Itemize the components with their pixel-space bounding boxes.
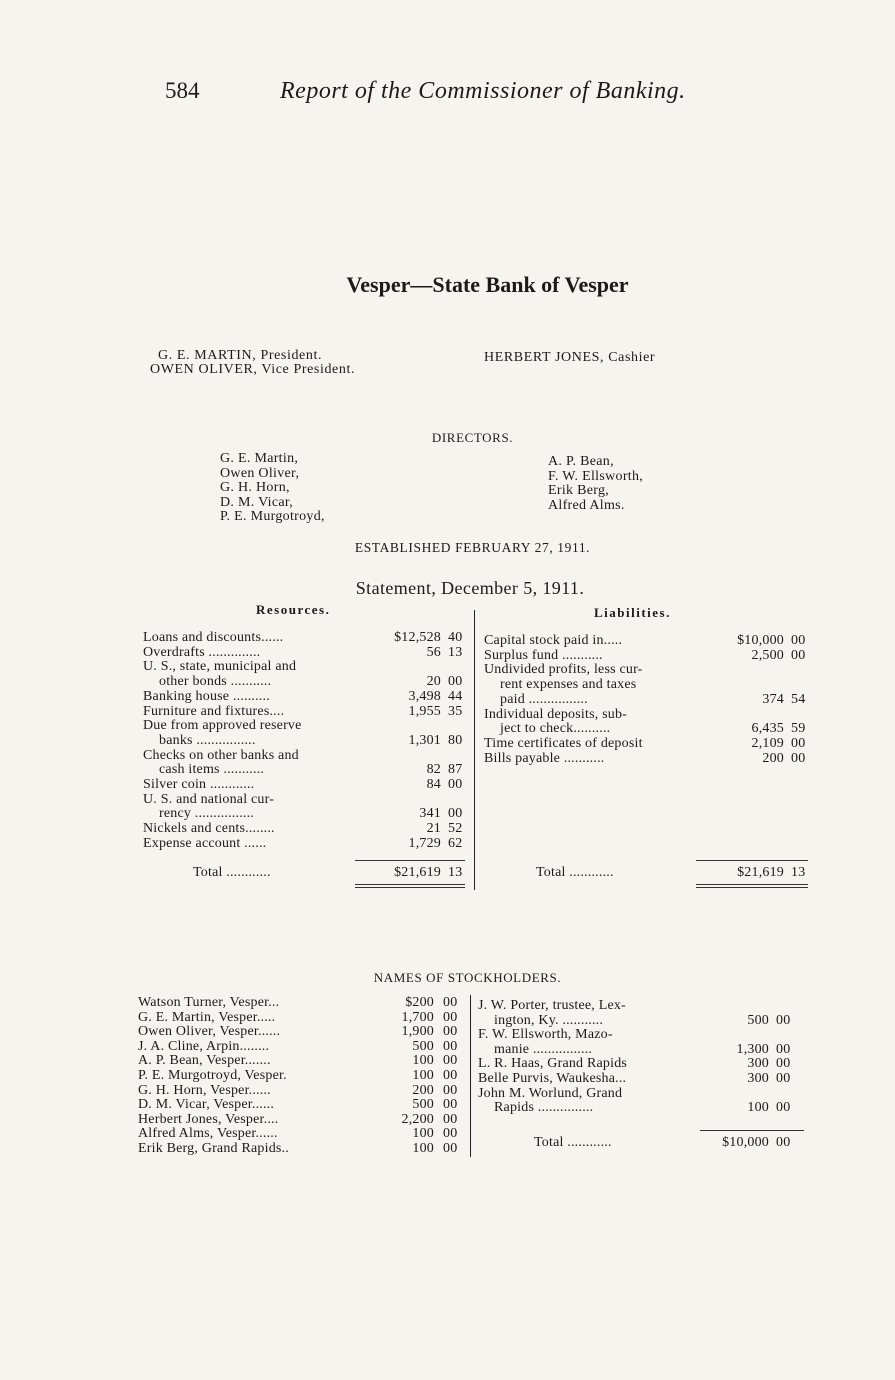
amount-dollars: 20 (426, 674, 441, 690)
total-dollars: $21,619 (394, 865, 441, 880)
amount-dollars: 2,500 (751, 647, 784, 663)
resource-label: Checks on other banks and (143, 747, 299, 763)
total-row (143, 865, 473, 880)
amount-dollars: 300 (747, 1056, 769, 1072)
stockholder-name: G. E. Martin, Vesper..... (138, 1009, 276, 1025)
resource-label: Expense account ...... (143, 835, 267, 851)
amount-dollars: 500 (747, 1012, 769, 1028)
stockholder-row (478, 1071, 813, 1086)
stockholders-right-list (478, 998, 813, 1168)
amount-cents: 44 (448, 688, 463, 704)
stockholder-row (478, 1027, 813, 1056)
resources-table (143, 630, 473, 890)
amount-dollars: 341 (419, 806, 441, 822)
liability-label: Bills payable ........... (484, 750, 605, 766)
amount-dollars: 2,109 (751, 735, 784, 751)
stockholder-name: A. P. Bean, Vesper....... (138, 1053, 271, 1069)
amount-cents: 00 (448, 674, 463, 690)
amount-dollars: 500 (412, 1038, 434, 1054)
director-name: Owen Oliver, (220, 465, 300, 481)
total-rule (355, 860, 465, 861)
amount-dollars: 200 (412, 1082, 434, 1098)
amount-dollars: 2,200 (401, 1111, 434, 1127)
amount-dollars: 1,729 (408, 835, 441, 851)
liability-label: Time certificates of deposit (484, 735, 643, 751)
amount-cents: 00 (443, 1038, 458, 1054)
liability-label: Individual deposits, sub- (484, 706, 628, 722)
stockholder-name: J. W. Porter, trustee, Lex- (478, 998, 626, 1013)
amount-cents: 00 (791, 633, 806, 648)
liability-row (484, 736, 814, 751)
amount-cents: 00 (776, 1041, 791, 1057)
amount-cents: 00 (776, 1056, 791, 1072)
stockholder-row (138, 1083, 468, 1098)
total-cents: 13 (791, 865, 806, 880)
liabilities-heading: Liabilities. (594, 605, 671, 620)
amount-dollars: 82 (426, 762, 441, 778)
amount-dollars: 100 (412, 1053, 434, 1069)
amount-cents: 00 (443, 1009, 458, 1025)
director-name: F. W. Ellsworth, (548, 468, 644, 484)
amount-dollars: 1,300 (736, 1041, 769, 1057)
amount-cents: 00 (443, 1053, 458, 1069)
resource-row (143, 748, 473, 777)
running-title: Report of the Commissioner of Banking. (280, 78, 686, 104)
amount-cents: 00 (776, 1100, 791, 1116)
amount-cents: 00 (443, 1126, 458, 1142)
amount-cents: 00 (791, 735, 806, 751)
total-cents: 13 (448, 865, 463, 880)
officer-vice-president: OWEN OLIVER, Vice President. (150, 362, 356, 377)
total-label: Total ............ (534, 1135, 612, 1150)
liability-label: Undivided profits, less cur- (484, 662, 643, 678)
resource-row (143, 718, 473, 747)
amount-dollars: 1,700 (401, 1009, 434, 1025)
directors-right (548, 455, 643, 513)
amount-dollars: $12,528 (394, 630, 441, 645)
stockholder-name: manie ................ (494, 1041, 593, 1057)
liability-row (484, 751, 814, 766)
resources-heading: Resources. (256, 602, 331, 617)
liability-row (484, 633, 814, 648)
amount-cents: 00 (791, 750, 806, 766)
amount-dollars: 21 (426, 821, 441, 837)
resource-row (143, 689, 473, 704)
page-header (0, 78, 895, 114)
stockholder-row (138, 1112, 468, 1127)
amount-dollars: 300 (747, 1071, 769, 1086)
amount-cents: 40 (448, 630, 463, 645)
amount-dollars: 500 (412, 1097, 434, 1113)
statement-column-divider (474, 610, 475, 890)
total-dollars: $21,619 (737, 865, 784, 880)
resource-label: cash items ........... (159, 762, 265, 778)
amount-cents: 00 (443, 1141, 458, 1156)
amount-cents: 13 (448, 644, 463, 660)
resource-label: Overdrafts .............. (143, 644, 261, 660)
total-cents: 00 (776, 1135, 791, 1150)
amount-dollars: 1,301 (408, 732, 441, 748)
total-rule (696, 860, 808, 861)
stockholder-name: Watson Turner, Vesper... (138, 995, 280, 1010)
stockholders-heading: NAMES OF STOCKHOLDERS. (373, 970, 562, 985)
amount-dollars: 1,900 (401, 1024, 434, 1040)
resource-row (143, 821, 473, 836)
amount-cents: 54 (791, 691, 806, 707)
total-dollars: $10,000 (722, 1135, 769, 1150)
stockholder-name: L. R. Haas, Grand Rapids (478, 1056, 628, 1072)
director-name: Alfred Alms. (548, 497, 625, 513)
resource-label: Silver coin ............ (143, 777, 255, 792)
amount-dollars: 200 (762, 750, 784, 766)
stockholder-name: ington, Ky. ........... (494, 1012, 604, 1028)
liabilities-table (484, 633, 814, 893)
amount-dollars: $10,000 (737, 633, 784, 648)
stockholder-row (478, 1086, 813, 1115)
resource-row (143, 777, 473, 792)
resource-row (143, 836, 473, 851)
total-row (478, 1135, 813, 1150)
amount-cents: 00 (448, 806, 463, 822)
amount-dollars: 56 (426, 644, 441, 660)
amount-dollars: 100 (412, 1141, 434, 1156)
page-number: 584 (165, 78, 200, 103)
stockholder-name: Alfred Alms, Vesper...... (138, 1126, 278, 1142)
resource-row (143, 659, 473, 688)
amount-dollars: 1,955 (408, 703, 441, 719)
amount-cents: 59 (791, 721, 806, 737)
stockholder-row (138, 1024, 468, 1039)
amount-cents: 00 (443, 995, 458, 1010)
resource-row (143, 630, 473, 645)
established-date: ESTABLISHED FEBRUARY 27, 1911. (354, 540, 591, 555)
resource-label: banks ................ (159, 732, 256, 748)
amount-cents: 00 (443, 1082, 458, 1098)
officers-right (484, 351, 655, 365)
total-rule (700, 1130, 804, 1131)
officers-left (150, 349, 355, 377)
total-double-rule (696, 887, 808, 888)
total-double-rule (355, 884, 465, 885)
total-row (484, 865, 814, 880)
amount-cents: 00 (443, 1111, 458, 1127)
officer-cashier: HERBERT JONES, Cashier (484, 350, 656, 365)
liability-row (484, 662, 814, 706)
stockholder-name: J. A. Cline, Arpin........ (138, 1038, 270, 1054)
amount-dollars: 100 (412, 1126, 434, 1142)
amount-cents: 00 (443, 1097, 458, 1113)
director-name: D. M. Vicar, (220, 494, 294, 510)
stockholders-left-list (138, 995, 468, 1165)
officer-president: G. E. MARTIN, President. (158, 348, 323, 363)
amount-cents: 80 (448, 732, 463, 748)
director-name: Erik Berg, (548, 483, 610, 498)
amount-cents: 52 (448, 821, 463, 837)
bank-title: Vesper—State Bank of Vesper (346, 272, 629, 297)
stockholder-row (138, 1126, 468, 1141)
stockholder-row (138, 1068, 468, 1083)
resource-label: Loans and discounts...... (143, 630, 284, 645)
liability-label: Surplus fund ........... (484, 647, 603, 663)
stockholder-name: D. M. Vicar, Vesper...... (138, 1097, 275, 1113)
resource-label: U. S. and national cur- (143, 791, 275, 807)
stockholder-name: P. E. Murgotroyd, Vesper. (138, 1068, 287, 1083)
liability-label: paid ................ (500, 691, 588, 707)
stockholder-name: Herbert Jones, Vesper.... (138, 1111, 279, 1127)
directors-left (220, 452, 325, 525)
amount-dollars: 100 (747, 1100, 769, 1116)
resource-row (143, 645, 473, 660)
statement-title: Statement, December 5, 1911. (355, 578, 585, 598)
stockholder-row (138, 1053, 468, 1068)
resource-label: rency ................ (159, 806, 254, 822)
stockholder-row (138, 1039, 468, 1054)
total-label: Total ............ (536, 865, 614, 880)
stockholder-name: Owen Oliver, Vesper...... (138, 1024, 281, 1040)
stockholder-row (138, 1141, 468, 1156)
total-double-rule (355, 887, 465, 888)
stockholder-row (138, 995, 468, 1010)
amount-cents: 00 (443, 1024, 458, 1040)
director-name: G. H. Horn, (220, 480, 290, 495)
amount-dollars: 84 (426, 777, 441, 792)
amount-dollars: 3,498 (408, 688, 441, 704)
stockholder-row (478, 1056, 813, 1071)
stockholder-name: John M. Worlund, Grand (478, 1085, 623, 1101)
stockholder-row (478, 998, 813, 1027)
resource-label: other bonds ........... (159, 674, 272, 690)
resource-label: U. S., state, municipal and (143, 659, 297, 675)
resource-row (143, 792, 473, 821)
amount-cents: 00 (776, 1071, 791, 1086)
amount-dollars: 6,435 (751, 721, 784, 737)
stockholder-row (138, 1010, 468, 1025)
amount-cents: 00 (443, 1068, 458, 1083)
stockholder-row (138, 1097, 468, 1112)
amount-dollars: 100 (412, 1068, 434, 1083)
stockholder-name: Belle Purvis, Waukesha... (478, 1071, 627, 1086)
resource-label: Banking house .......... (143, 688, 270, 704)
amount-cents: 00 (448, 777, 463, 792)
amount-cents: 00 (791, 647, 806, 663)
amount-cents: 00 (776, 1012, 791, 1028)
resource-label: Nickels and cents........ (143, 821, 275, 837)
directors-heading: DIRECTORS. (431, 430, 514, 445)
stockholder-name: Erik Berg, Grand Rapids.. (138, 1141, 289, 1156)
amount-dollars: 374 (762, 691, 784, 707)
total-double-rule (696, 884, 808, 885)
liability-row (484, 707, 814, 736)
resource-label: Due from approved reserve (143, 718, 302, 734)
director-name: P. E. Murgotroyd, (220, 509, 325, 524)
liability-label: rent expenses and taxes (500, 677, 637, 693)
director-name: G. E. Martin, (220, 451, 299, 466)
total-label: Total ............ (193, 865, 271, 880)
liability-row (484, 648, 814, 663)
resource-row (143, 704, 473, 719)
amount-cents: 87 (448, 762, 463, 778)
amount-cents: 35 (448, 703, 463, 719)
liability-label: ject to check.......... (500, 721, 611, 737)
amount-cents: 62 (448, 835, 463, 851)
stockholder-name: Rapids ............... (494, 1100, 594, 1116)
amount-dollars: $200 (405, 995, 434, 1010)
director-name: A. P. Bean, (548, 454, 614, 469)
resource-label: Furniture and fixtures.... (143, 703, 285, 719)
liability-label: Capital stock paid in..... (484, 633, 623, 648)
stockholder-name: G. H. Horn, Vesper...... (138, 1082, 271, 1098)
stockholders-column-divider (470, 995, 471, 1157)
stockholder-name: F. W. Ellsworth, Mazo- (478, 1027, 613, 1043)
